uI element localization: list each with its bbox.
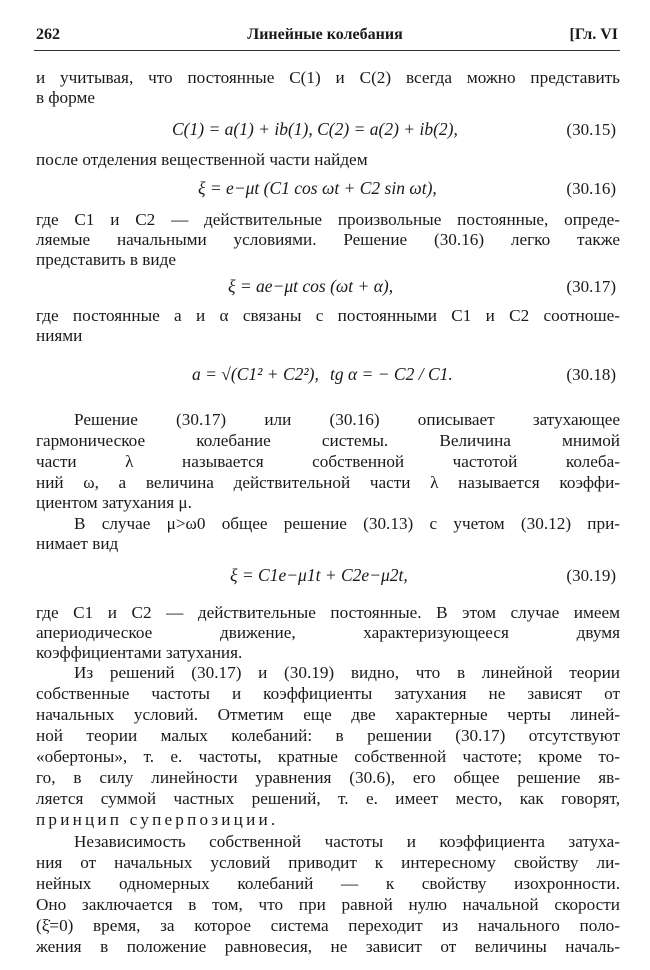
text-line: Оно заключается в том, что при равной нулю начальной скорости <box>36 895 620 914</box>
text-line: ний ω, а величина действительной части λ называется коэффи- <box>36 473 620 492</box>
text-line: циентом затухания μ. <box>36 493 192 512</box>
text-line: коэффициентами затухания. <box>36 643 243 662</box>
text-line: где постоянные a и α связаны с постоянными C1 и C2 соотноше- <box>36 306 620 325</box>
text-line: жения в положение равновесия, не зависит от величины началь- <box>36 937 620 956</box>
text-line: ниями <box>36 326 83 345</box>
equation: a = √(C1² + C2²), <box>192 364 319 384</box>
text-line: в форме <box>36 88 95 107</box>
page-number: 262 <box>36 26 60 43</box>
equation-number: (30.17) <box>566 277 616 296</box>
text-line: гармоническое колебание системы. Величина мнимой <box>36 431 620 450</box>
text-line: ляется суммой частных решений, т. е. имеет место, как говорят, <box>36 789 620 808</box>
text-line: В случае μ>ω0 общее решение (30.13) с учетом (30.12) при- <box>74 514 620 533</box>
running-title: Линейные колебания <box>247 26 403 43</box>
chapter-label: [Гл. VI <box>569 26 618 43</box>
text-line: части λ называется собственной частотой колеба- <box>36 452 620 471</box>
equation: tg α = − C2 / C1. <box>330 364 453 384</box>
text-line: где C1 и C2 — действительные постоянные. В этом случае имеем <box>36 603 620 622</box>
text-line: представить в виде <box>36 250 176 269</box>
text-line: Из решений (30.17) и (30.19) видно, что в линейной теории <box>74 663 620 682</box>
text-line: собственные частоты и коэффициенты затухания не зависят от <box>36 684 620 703</box>
equation-number: (30.15) <box>566 120 616 139</box>
text-line: Независимость собственной частоты и коэффициента затуха- <box>74 832 620 851</box>
equation: ξ = e−μt (C1 cos ωt + C2 sin ωt), <box>198 178 437 198</box>
text-line: апериодическое движение, характеризующееся двумя <box>36 623 620 642</box>
equation: ξ = ae−μt cos (ωt + α), <box>228 276 394 296</box>
text-line: го, в силу линейности уравнения (30.6), его общее решение яв- <box>36 768 620 787</box>
equation-number: (30.19) <box>566 566 616 585</box>
text-line: нимает вид <box>36 534 119 553</box>
text-line: нейных одномерных колебаний — к свойству изохронности. <box>36 874 620 893</box>
equation: ξ = C1e−μ1t + C2e−μ2t, <box>230 565 408 585</box>
text-line: ляемые начальными условиями. Решение (30.16) легко также <box>36 230 620 249</box>
text-line: ной теории малых колебаний: в решении (30.17) отсутствуют <box>36 726 620 745</box>
text-line: Решение (30.17) или (30.16) описывает затухающее <box>74 410 620 429</box>
header-rule <box>34 50 620 51</box>
text-line: начальных условий. Отметим еще две характерные черты линей- <box>36 705 620 724</box>
text-line: принцип суперпозиции. <box>36 810 279 829</box>
text-line: «обертоны», т. е. частоты, кратные собственной частоте; кроме то- <box>36 747 620 766</box>
equation: C(1) = a(1) + ib(1), C(2) = a(2) + ib(2), <box>172 119 458 139</box>
text-line: ния от начальных условий приводит к интересному свойству ли- <box>36 853 620 872</box>
text-line: и учитывая, что постоянные C(1) и C(2) всегда можно представить <box>36 68 620 87</box>
text-line: после отделения вещественной части найдем <box>36 150 368 169</box>
equation-number: (30.16) <box>566 179 616 198</box>
equation-number: (30.18) <box>566 365 616 384</box>
text-line: где C1 и C2 — действительные произвольные постоянные, опреде- <box>36 210 620 229</box>
text-line: (ξ̇=0) время, за которое система переходит из начального поло- <box>36 916 620 935</box>
